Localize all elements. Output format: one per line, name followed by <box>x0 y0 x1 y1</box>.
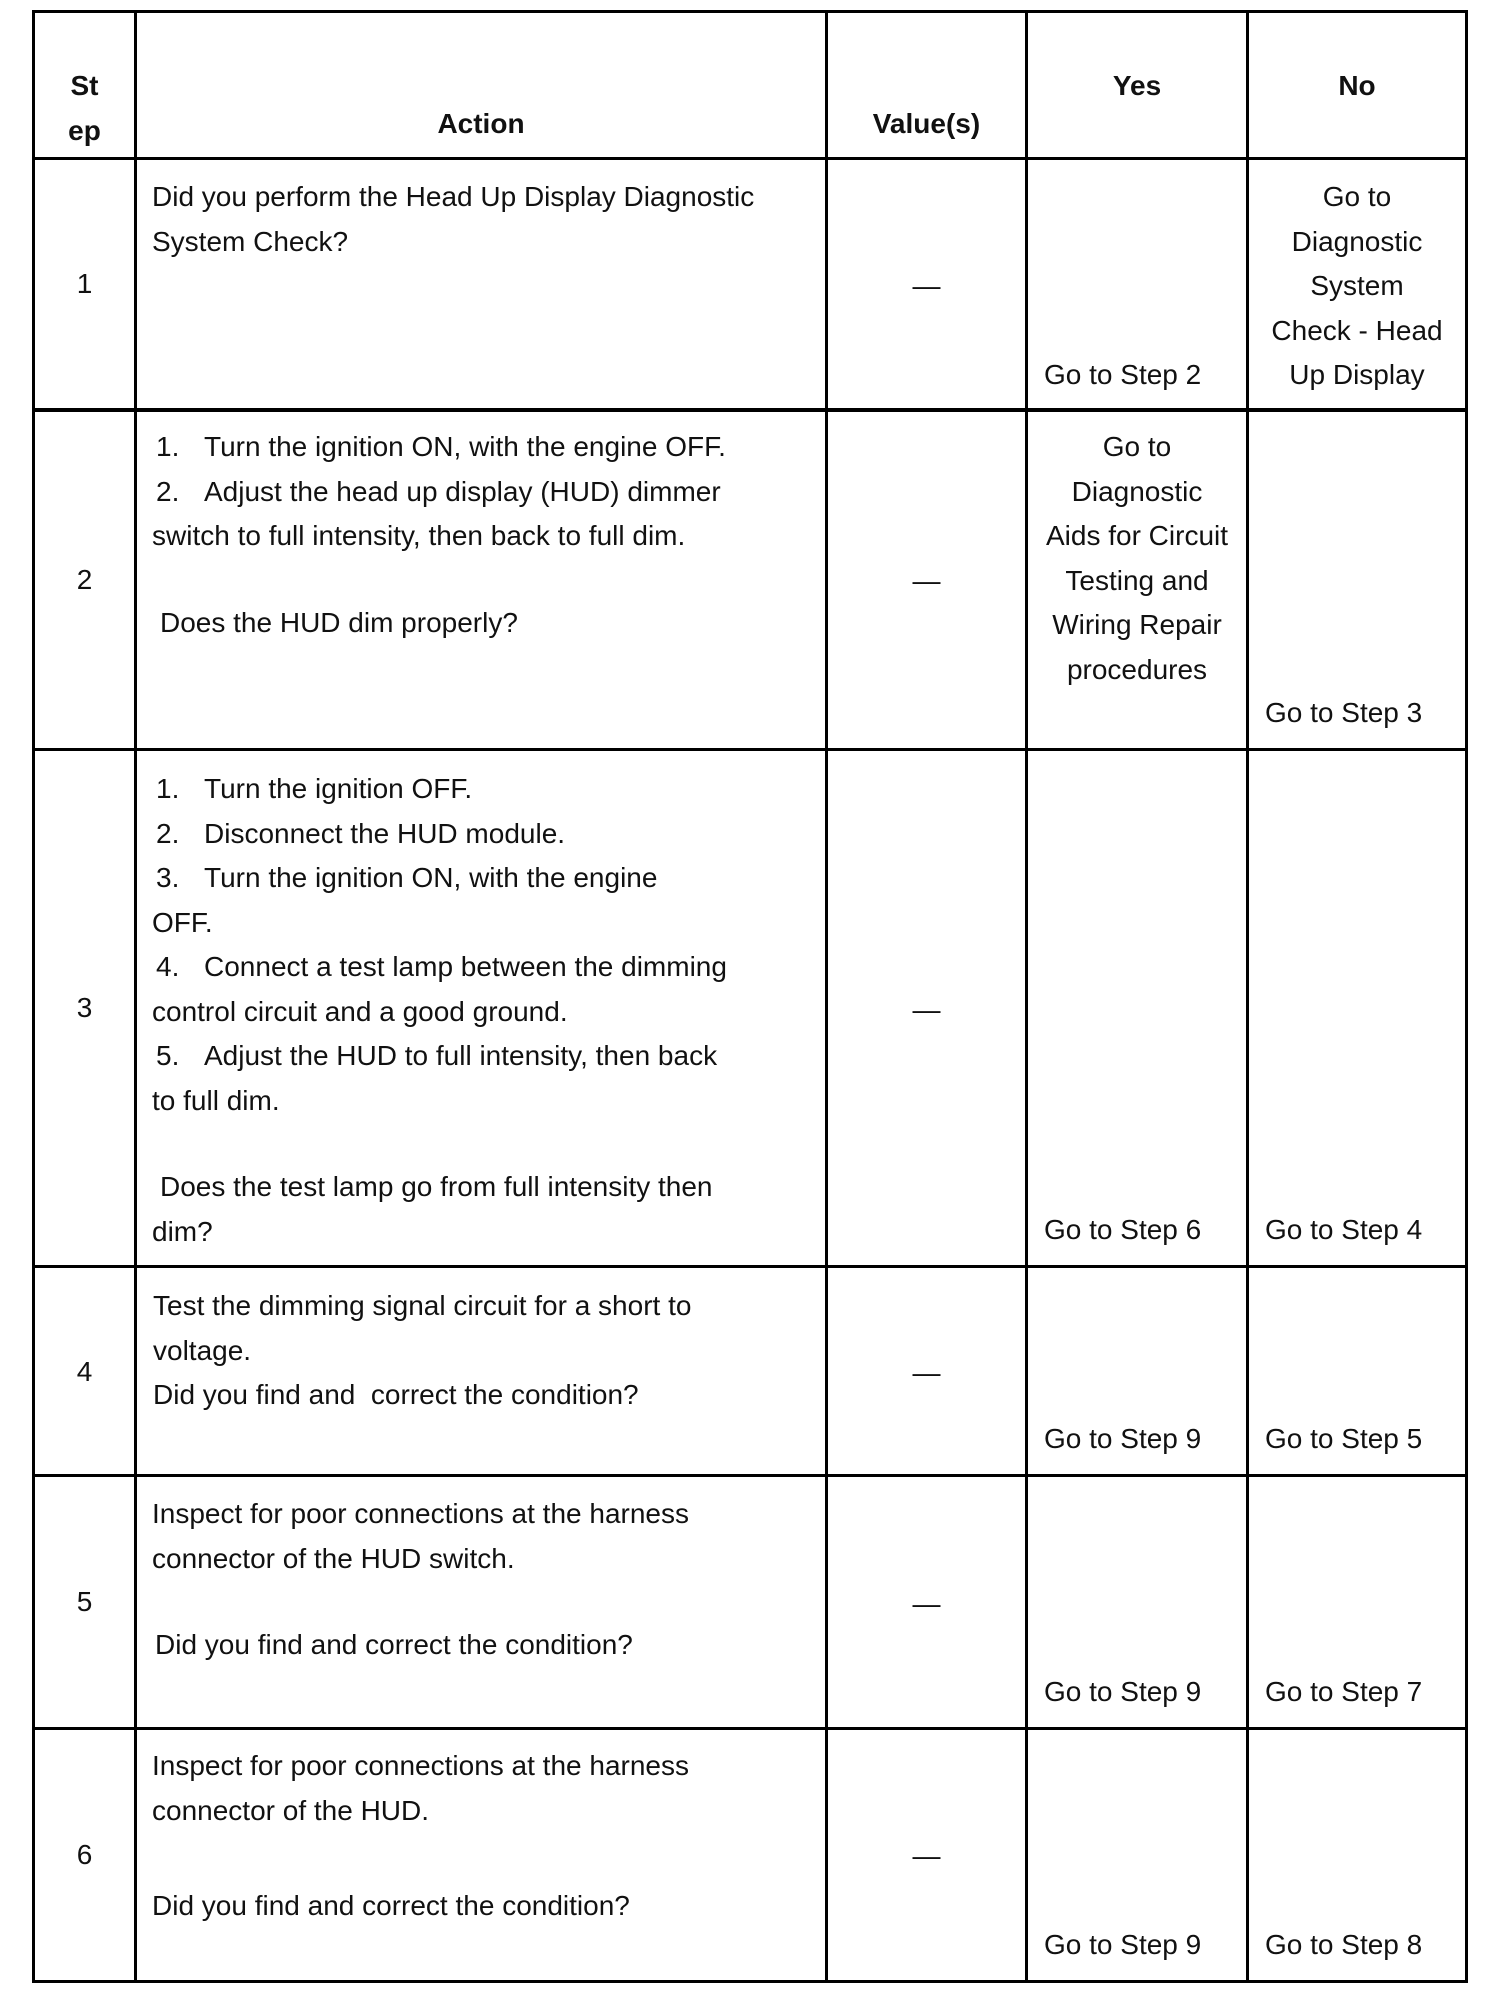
yes-line: Testing and <box>1065 564 1209 596</box>
header-action: Action <box>437 108 525 139</box>
row-divider <box>32 1265 1468 1268</box>
row-divider <box>32 1474 1468 1477</box>
action-step-item: 2. Disconnect the HUD module. <box>156 817 566 849</box>
yes-cell: Go to Step 9 <box>1044 1929 1202 1960</box>
action-question: Did you find and correct the condition? <box>153 1379 639 1410</box>
header-no: No <box>1338 70 1376 101</box>
action-line: connector of the HUD. <box>152 1794 430 1826</box>
header-step-line1: St <box>70 70 99 101</box>
value-cell: — <box>912 1357 941 1388</box>
action-line: Inspect for poor connections at the harness <box>152 1498 689 1529</box>
action-step-item: 1. Turn the ignition OFF. <box>156 773 473 804</box>
no-line: Check - Head <box>1271 314 1443 346</box>
action-question: Did you find and correct the condition? <box>152 1890 630 1921</box>
no-cell: Go to Step 8 <box>1265 1929 1423 1960</box>
action-cell <box>152 1744 822 1929</box>
step-number: 5 <box>76 1586 93 1617</box>
header-step-line2: ep <box>68 114 101 146</box>
action-cell <box>152 175 822 264</box>
action-line: Test the dimming signal circuit for a short to <box>153 1290 692 1321</box>
yes-line: Aids for Circuit <box>1045 520 1229 551</box>
action-question: Does the test lamp go from full intensity then <box>160 1171 713 1202</box>
yes-line: Wiring Repair <box>1052 609 1222 640</box>
step-number: 2 <box>76 564 93 595</box>
yes-cell: Go to Step 2 <box>1044 359 1202 390</box>
action-step-item: 3. Turn the ignition ON, with the engine <box>156 862 658 893</box>
header-step <box>35 64 134 153</box>
value-cell: — <box>912 565 941 596</box>
table-border-right <box>1465 10 1468 1983</box>
no-cell: Go to Step 3 <box>1265 697 1423 728</box>
yes-cell: Go to Step 9 <box>1044 1423 1202 1454</box>
action-line: voltage. <box>153 1334 252 1366</box>
no-line: System <box>1310 270 1404 301</box>
action-step-item: 1. Turn the ignition ON, with the engine OFF. <box>156 431 726 462</box>
column-divider <box>134 10 137 1983</box>
yes-cell: Go to Step 9 <box>1044 1676 1202 1707</box>
step-number: 6 <box>76 1839 93 1870</box>
yes-cell: Go to Step 6 <box>1044 1214 1202 1245</box>
action-cell <box>152 1492 822 1668</box>
action-line: control circuit and a good ground. <box>152 995 568 1027</box>
step-number: 1 <box>76 268 93 299</box>
no-line: Up Display <box>1289 359 1425 390</box>
action-line: OFF. <box>152 906 213 938</box>
no-cell: Go to Step 5 <box>1265 1423 1423 1454</box>
action-cell <box>152 767 822 1254</box>
value-cell: — <box>912 1588 941 1619</box>
table-border-top <box>32 10 1468 13</box>
yes-line: Diagnostic <box>1071 475 1203 507</box>
no-cell: Go to Step 4 <box>1265 1214 1423 1245</box>
header-yes: Yes <box>1112 70 1162 101</box>
action-question: dim? <box>152 1215 213 1247</box>
action-cell <box>153 1284 823 1418</box>
value-cell: — <box>912 270 941 301</box>
value-cell: — <box>912 1840 941 1871</box>
action-line: to full dim. <box>152 1084 280 1116</box>
action-line: Inspect for poor connections at the harness <box>152 1750 689 1781</box>
action-line: switch to full intensity, then back to full dim. <box>152 520 686 551</box>
no-cell <box>1249 175 1465 398</box>
yes-line: procedures <box>1066 653 1208 685</box>
action-question: Does the HUD dim properly? <box>160 606 518 638</box>
no-cell: Go to Step 7 <box>1265 1676 1423 1707</box>
action-line: connector of the HUD switch. <box>152 1542 515 1574</box>
step-number: 3 <box>76 992 93 1023</box>
row-divider <box>32 748 1468 751</box>
no-line: Diagnostic <box>1291 225 1423 257</box>
row-divider <box>32 1727 1468 1730</box>
yes-cell <box>1028 425 1246 692</box>
action-step-item: 4. Connect a test lamp between the dimming <box>156 951 727 982</box>
action-step-item: 2. Adjust the head up display (HUD) dimmer <box>156 475 721 507</box>
no-line: Go to <box>1322 181 1392 212</box>
row-divider <box>32 408 1468 412</box>
action-line: System Check? <box>152 225 349 257</box>
yes-line: Go to <box>1102 431 1172 462</box>
action-cell <box>152 425 822 645</box>
step-number: 4 <box>76 1356 93 1387</box>
value-cell: — <box>912 994 941 1025</box>
header-values: Value(s) <box>872 108 981 139</box>
column-divider <box>1025 10 1028 1983</box>
action-line: Did you perform the Head Up Display Diagnostic <box>152 181 755 212</box>
table-border-bottom <box>32 1980 1468 1983</box>
action-step-item: 5. Adjust the HUD to full intensity, then back <box>156 1040 718 1071</box>
header-divider <box>32 157 1468 160</box>
action-question: Did you find and correct the condition? <box>155 1629 633 1660</box>
